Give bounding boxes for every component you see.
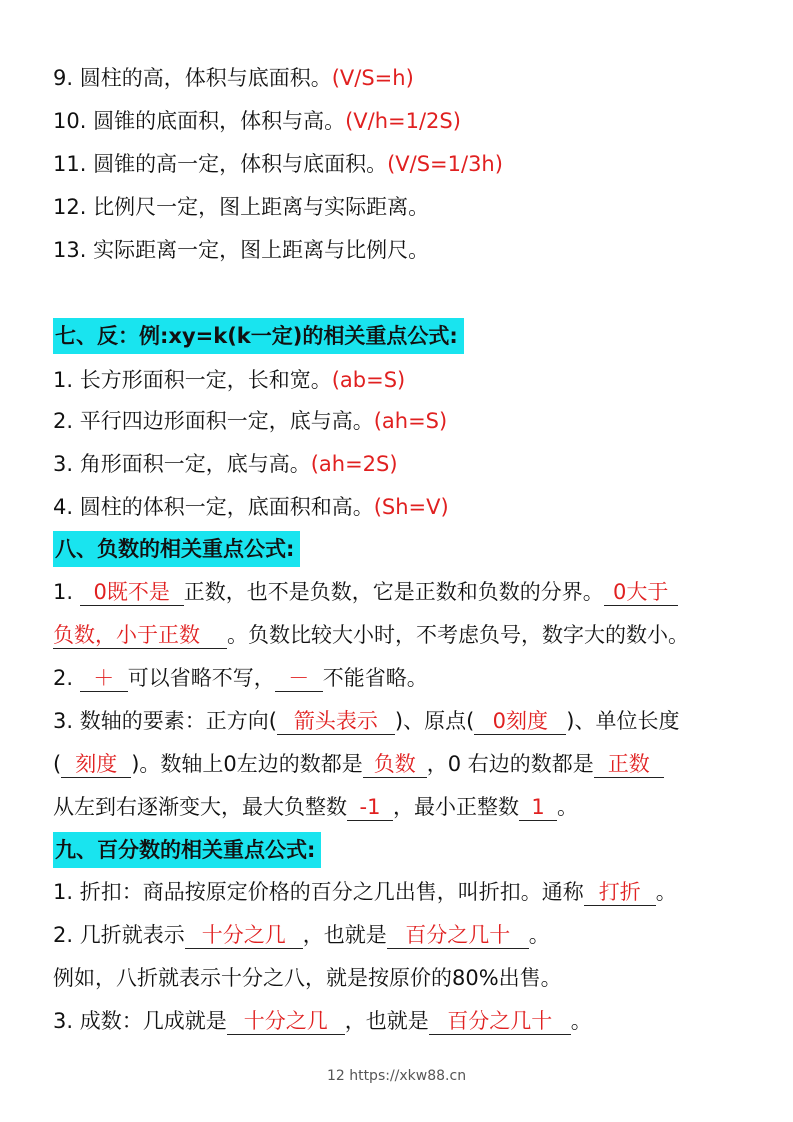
line-text: )、单位长度	[566, 709, 680, 733]
line-text: )。数轴上0左边的数都是	[131, 752, 363, 776]
answer-blank: 负数	[363, 751, 427, 778]
negative-line-1	[53, 578, 678, 606]
answer-blank: 十分之几	[227, 1008, 345, 1035]
ratio-item-11	[53, 150, 503, 178]
line-text: 不能省略。	[322, 666, 428, 690]
line-text: ，0 右边的数都是	[426, 752, 594, 776]
inverse-item-1	[53, 366, 405, 394]
ratio-formula: (V/h=1/2S)	[345, 109, 461, 133]
negative-line-5	[53, 750, 664, 778]
ratio-item-text: 12. 比例尺一定，图上距离与实际距离。	[53, 195, 430, 219]
line-text: ，最小正整数	[393, 795, 519, 819]
answer-blank: 百分之几十	[387, 922, 529, 949]
percent-line-2	[53, 921, 550, 949]
answer-blank: 打折	[584, 879, 656, 906]
answer-blank: 0既不是	[80, 579, 184, 606]
ratio-item-13	[53, 236, 429, 264]
answer-blank: 箭头表示	[277, 708, 395, 735]
section-7-heading: 七、反：例:xy=k(k一定)的相关重点公式:	[53, 318, 464, 354]
line-text: 例如，八折就表示十分之八，就是按原价的80%出售。	[53, 966, 562, 990]
inverse-item-text: 4. 圆柱的体积一定，底面积和高。	[53, 495, 374, 519]
section-9-heading: 九、百分数的相关重点公式:	[53, 832, 321, 868]
negative-line-3	[53, 664, 428, 692]
answer-blank: 0刻度	[474, 708, 566, 735]
line-prefix: 2. 几折就表示	[53, 923, 185, 947]
answer-blank: 1	[519, 794, 557, 821]
inverse-item-text: 3. 角形面积一定，底与高。	[53, 452, 311, 476]
ratio-formula: (V/S=1/3h)	[387, 152, 503, 176]
answer-blank: －	[275, 665, 323, 692]
ratio-item-text: 13. 实际距离一定，图上距离与比例尺。	[53, 238, 430, 262]
line-text: ，也就是	[344, 1009, 429, 1033]
negative-line-2	[53, 621, 689, 649]
answer-blank: ＋	[80, 665, 128, 692]
line-prefix: 3. 数轴的要素：正方向(	[53, 709, 277, 733]
line-prefix: 1. 折扣：商品按原定价格的百分之几出售，叫折扣。通称	[53, 880, 584, 904]
ratio-item-text: 10. 圆锥的底面积，体积与高。	[53, 109, 346, 133]
line-text: 。	[557, 795, 578, 819]
line-text: 。	[570, 1009, 592, 1033]
ratio-item-10	[53, 107, 461, 135]
percent-line-4	[53, 1007, 592, 1035]
answer-blank: 百分之几十	[429, 1008, 571, 1035]
inverse-item-2	[53, 407, 447, 435]
line-prefix: 3. 成数：几成就是	[53, 1009, 227, 1033]
percent-line-1	[53, 878, 677, 906]
line-prefix: 从左到右逐渐变大，最大负整数	[53, 795, 347, 819]
line-text: ，也就是	[302, 923, 387, 947]
line-text: 。	[528, 923, 550, 947]
line-prefix: (	[53, 752, 62, 776]
inverse-formula: (Sh=V)	[373, 495, 449, 519]
inverse-formula: (ab=S)	[331, 368, 406, 392]
answer-blank: 正数	[594, 751, 664, 778]
answer-blank: 负数，小于正数	[53, 622, 227, 649]
line-prefix: 2.	[53, 666, 80, 690]
line-text: 。	[655, 880, 677, 904]
inverse-formula: (ah=S)	[373, 409, 448, 433]
ratio-item-text: 11. 圆锥的高一定，体积与底面积。	[53, 152, 388, 176]
percent-line-3	[53, 964, 562, 992]
line-text: 可以省略不写，	[127, 666, 275, 690]
negative-line-4	[53, 707, 680, 735]
inverse-item-3	[53, 450, 398, 478]
line-prefix: 1.	[53, 580, 80, 604]
inverse-item-4	[53, 493, 449, 521]
negative-line-6	[53, 793, 578, 821]
line-text: 。负数比较大小时，不考虑负号，数字大的数小。	[227, 623, 689, 647]
ratio-item-12	[53, 193, 429, 221]
ratio-item-text: 9. 圆柱的高，体积与底面积。	[53, 66, 332, 90]
line-text: )、原点(	[394, 709, 475, 733]
ratio-item-9	[53, 64, 414, 92]
ratio-formula: (V/S=h)	[331, 66, 414, 90]
page-footer: 12 https://xkw88.cn	[326, 1068, 467, 1084]
line-text: 正数，也不是负数，它是正数和负数的分界。	[183, 580, 604, 604]
inverse-item-text: 2. 平行四边形面积一定，底与高。	[53, 409, 374, 433]
inverse-item-text: 1. 长方形面积一定，长和宽。	[53, 368, 332, 392]
answer-blank: 十分之几	[185, 922, 303, 949]
answer-blank: 0大于	[604, 579, 678, 606]
answer-blank: -1	[347, 794, 393, 821]
answer-blank: 刻度	[61, 751, 131, 778]
section-8-heading: 八、负数的相关重点公式:	[53, 531, 300, 567]
inverse-formula: (ah=2S)	[310, 452, 398, 476]
